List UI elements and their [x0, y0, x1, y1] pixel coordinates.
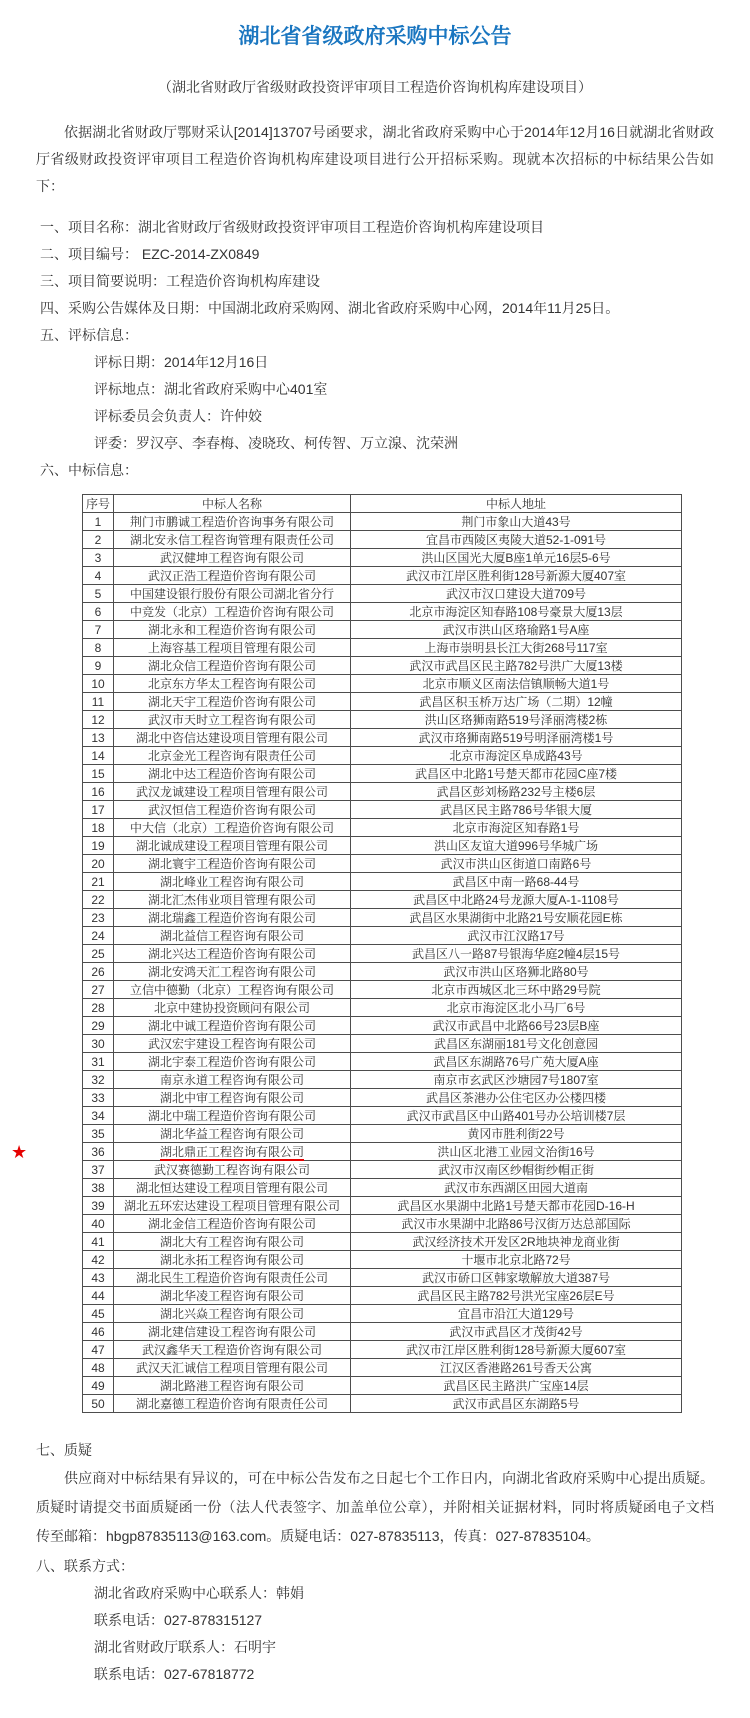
table-row [83, 1305, 682, 1323]
table-row [83, 1143, 682, 1161]
row-number-cell: 39 [83, 1197, 114, 1215]
bidder-address-cell: 武昌区茶港办公住宅区办公楼四楼 [351, 1089, 682, 1107]
table-row [83, 981, 682, 999]
bidder-address-cell: 武昌区中北路1号楚天都市花园C座7楼 [351, 765, 682, 783]
bidder-name-cell: 湖北中达工程造价咨询有限公司 [114, 765, 351, 783]
highlighted-bidder-name: 湖北鼎正工程咨询有限公司 [159, 1144, 304, 1159]
row-number-cell: 23 [83, 909, 114, 927]
table-row [83, 531, 682, 549]
bidder-address-cell: 宜昌市西陵区夷陵大道52-1-091号 [351, 531, 682, 549]
bidder-address-cell: 武汉市武昌区民主路782号洪广大厦13楼 [351, 657, 682, 675]
bidder-name-cell: 湖北兴达工程造价咨询有限公司 [114, 945, 351, 963]
table-row [83, 1287, 682, 1305]
page-title: 湖北省省级政府采购中标公告 [238, 25, 512, 48]
bidder-address-cell: 武汉市武昌区东湖路5号 [351, 1395, 682, 1413]
table-row [83, 675, 682, 693]
bidder-address-cell: 洪山区北港工业园文治街16号 [351, 1143, 682, 1161]
table-row [83, 1179, 682, 1197]
row-number-cell: 50 [83, 1395, 114, 1413]
row-number-cell: 46 [83, 1323, 114, 1341]
bidder-address-cell: 武汉市硚口区韩家墩解放大道387号 [351, 1269, 682, 1287]
row-number-cell: 14 [83, 747, 114, 765]
table-row [83, 945, 682, 963]
bidder-name-cell: 湖北民生工程造价咨询有限责任公司 [114, 1269, 351, 1287]
table-row [83, 729, 682, 747]
bidder-address-cell: 武昌区民主路洪广宝座14层 [351, 1377, 682, 1395]
row-number-cell: 4 [83, 567, 114, 585]
bidder-name-cell: 湖北汇杰伟业项目管理有限公司 [114, 891, 351, 909]
bidder-name-cell: 北京东方华太工程咨询有限公司 [114, 675, 351, 693]
bidder-name-cell: 湖北路港工程咨询有限公司 [114, 1377, 351, 1395]
bidder-address-cell: 武汉经济技术开发区2R地块神龙商业街 [351, 1233, 682, 1251]
table-row [83, 837, 682, 855]
row-number-cell: 6 [83, 603, 114, 621]
bidder-name-cell: 武汉市天时立工程咨询有限公司 [114, 711, 351, 729]
bidder-name-cell: 湖北安鸿天汇工程咨询有限公司 [114, 963, 351, 981]
row-number-cell: 13 [83, 729, 114, 747]
bidder-name-cell: 湖北大有工程咨询有限公司 [114, 1233, 351, 1251]
table-row [83, 603, 682, 621]
table-row [83, 927, 682, 945]
row-number-cell: 34 [83, 1107, 114, 1125]
bidder-name-cell: 湖北峰业工程咨询有限公司 [114, 873, 351, 891]
row-number-cell: 7 [83, 621, 114, 639]
bidder-name-cell: 武汉健坤工程咨询有限公司 [114, 549, 351, 567]
bidder-name-cell: 武汉恒信工程造价咨询有限公司 [114, 801, 351, 819]
bidder-address-cell: 武昌区民主路782号洪光宝座26层E号 [351, 1287, 682, 1305]
table-row [83, 621, 682, 639]
bidder-name-cell: 北京中建协投资顾问有限公司 [114, 999, 351, 1017]
bidder-name-cell: 湖北永拓工程咨询有限公司 [114, 1251, 351, 1269]
table-row [83, 1341, 682, 1359]
bidder-address-cell: 武昌区八一路87号银海华庭2幢4层15号 [351, 945, 682, 963]
bidder-name-cell: 上海容基工程项目管理有限公司 [114, 639, 351, 657]
table-row [83, 585, 682, 603]
bidder-name-cell [114, 1143, 351, 1161]
row-number-cell: 47 [83, 1341, 114, 1359]
bidder-name-cell: 武汉鑫华天工程造价咨询有限公司 [114, 1341, 351, 1359]
bidder-address-cell: 黄冈市胜利街22号 [351, 1125, 682, 1143]
bidder-name-cell: 湖北中诚工程造价咨询有限公司 [114, 1017, 351, 1035]
table-row [83, 765, 682, 783]
bidder-address-cell: 武昌区水果湖中北路1号楚天都市花园D-16-H [351, 1197, 682, 1215]
bidder-name-cell: 湖北建信建设工程咨询有限公司 [114, 1323, 351, 1341]
evaluation-date-line: 评标日期：2014年12月16日 [94, 354, 269, 370]
row-number-cell: 19 [83, 837, 114, 855]
bidder-address-cell: 武昌区民主路786号华银大厦 [351, 801, 682, 819]
row-number-cell: 42 [83, 1251, 114, 1269]
bidder-name-cell: 湖北五环宏达建设工程项目管理有限公司 [114, 1197, 351, 1215]
table-row [83, 693, 682, 711]
bidder-address-cell: 洪山区珞狮南路519号泽丽湾楼2栋 [351, 711, 682, 729]
table-row [83, 549, 682, 567]
header-bidder-name: 中标人名称 [114, 495, 351, 513]
bidder-name-cell: 湖北益信工程咨询有限公司 [114, 927, 351, 945]
bidder-address-cell: 武汉市江汉路17号 [351, 927, 682, 945]
row-number-cell: 18 [83, 819, 114, 837]
bidder-address-cell: 北京市西城区北三环中路29号院 [351, 981, 682, 999]
list-item-project-name: 一、项目名称：湖北省财政厅省级财政投资评审项目工程造价咨询机构库建设项目 [40, 219, 544, 235]
bidder-address-cell: 江汉区香港路261号香天公寓 [351, 1359, 682, 1377]
bidder-name-cell: 湖北众信工程造价咨询有限公司 [114, 657, 351, 675]
bidder-name-cell: 湖北天宇工程造价咨询有限公司 [114, 693, 351, 711]
bidder-address-cell: 武昌区中南一路68-44号 [351, 873, 682, 891]
bidder-address-cell: 上海市崇明县长江大街268号117室 [351, 639, 682, 657]
star-icon: ★ [11, 1141, 28, 1162]
table-row [83, 855, 682, 873]
row-number-cell: 9 [83, 657, 114, 675]
bidder-address-cell: 武汉市武昌区才茂街42号 [351, 1323, 682, 1341]
objection-paragraph: 供应商对中标结果有异议的，可在中标公告发布之日起七个工作日内，向湖北省政府采购中心提出质疑。质疑时请提交书面质疑函一份（法人代表签字、加盖单位公章），并附相关证据材料，同时将质疑函电子文档传至邮箱：hbgp87835113@163.com。质疑电话：027-87835113，传真：027-87835104。 [36, 1470, 714, 1544]
contact-phone-line-1: 联系电话：027-878315127 [94, 1612, 263, 1628]
bidder-address-cell: 武昌区中北路24号龙源大厦A-1-1108号 [351, 891, 682, 909]
bidder-name-cell: 湖北瑞鑫工程造价咨询有限公司 [114, 909, 351, 927]
row-number-cell: 35 [83, 1125, 114, 1143]
table-row [83, 1251, 682, 1269]
table-row [83, 1269, 682, 1287]
bidder-name-cell: 武汉正浩工程造价咨询有限公司 [114, 567, 351, 585]
table-row [83, 1089, 682, 1107]
bidder-name-cell: 荆门市鹏诚工程造价咨询事务有限公司 [114, 513, 351, 531]
table-row [83, 1125, 682, 1143]
row-number-cell: 21 [83, 873, 114, 891]
table-row [83, 819, 682, 837]
bidder-address-cell: 武汉市武昌区中山路401号办公培训楼7层 [351, 1107, 682, 1125]
bidder-name-cell: 中竞发（北京）工程造价咨询有限公司 [114, 603, 351, 621]
row-number-cell: 43 [83, 1269, 114, 1287]
row-number-cell: 2 [83, 531, 114, 549]
row-number-cell: 40 [83, 1215, 114, 1233]
row-number-cell: 22 [83, 891, 114, 909]
bidder-address-cell: 武汉市江岸区胜利街128号新源大厦607室 [351, 1341, 682, 1359]
header-row-number: 序号 [83, 495, 114, 513]
bidder-address-cell: 武昌区东湖丽181号文化创意园 [351, 1035, 682, 1053]
bidder-address-cell: 洪山区国光大厦B座1单元16层5-6号 [351, 549, 682, 567]
bidder-address-cell: 武汉市汉南区纱帽街纱帽正街 [351, 1161, 682, 1179]
bidder-address-cell: 宜昌市沿江大道129号 [351, 1305, 682, 1323]
list-item-evaluation-info: 五、评标信息： [40, 327, 138, 343]
row-number-cell: 27 [83, 981, 114, 999]
intro-paragraph: 依据湖北省财政厅鄂财采认[2014]13707号函要求，湖北省政府采购中心于2014年12月16日就湖北省财政厅省级财政投资评审项目工程造价咨询机构库建设项目进行公开招标采购。现就本次招标的中标结果公告如下： [36, 124, 714, 194]
row-number-cell: 48 [83, 1359, 114, 1377]
bidder-address-cell: 武昌区水果湖街中北路21号安顺花园E栋 [351, 909, 682, 927]
bidder-name-cell: 武汉赛德勤工程咨询有限公司 [114, 1161, 351, 1179]
row-number-cell: 16 [83, 783, 114, 801]
bidder-address-cell: 武汉市洪山区珞狮北路80号 [351, 963, 682, 981]
row-number-cell: 44 [83, 1287, 114, 1305]
bidder-name-cell: 中国建设银行股份有限公司湖北省分行 [114, 585, 351, 603]
table-row [83, 891, 682, 909]
row-number-cell: 30 [83, 1035, 114, 1053]
bidder-name-cell: 湖北中咨信达建设项目管理有限公司 [114, 729, 351, 747]
section-heading-objection: 七、质疑 [36, 1442, 92, 1458]
evaluation-committee-line: 评委：罗汉亭、李春梅、凌晓玫、柯传智、万立湶、沈荣洲 [94, 435, 458, 451]
row-number-cell: 32 [83, 1071, 114, 1089]
section-heading-contact: 八、联系方式： [36, 1558, 134, 1574]
row-number-cell: 20 [83, 855, 114, 873]
evaluation-chief-line: 评标委员会负责人：许仲姣 [94, 408, 262, 424]
list-item-winning-info: 六、中标信息： [40, 462, 138, 478]
bidder-address-cell: 武汉市江岸区胜利街128号新源大厦407室 [351, 567, 682, 585]
contact-person-line-2: 湖北省财政厅联系人：石明宇 [94, 1639, 276, 1655]
bidder-name-cell: 湖北寰宇工程造价咨询有限公司 [114, 855, 351, 873]
row-number-cell: 28 [83, 999, 114, 1017]
table-header-row [83, 495, 682, 513]
table-row [83, 657, 682, 675]
evaluation-place-line: 评标地点：湖北省政府采购中心401室 [94, 381, 328, 397]
table-row [83, 747, 682, 765]
table-row [83, 1323, 682, 1341]
row-number-cell: 12 [83, 711, 114, 729]
table-row [83, 567, 682, 585]
bidder-address-cell: 荆门市象山大道43号 [351, 513, 682, 531]
table-row [83, 1197, 682, 1215]
row-number-cell: 41 [83, 1233, 114, 1251]
page-subtitle: （湖北省财政厅省级财政投资评审项目工程造价咨询机构库建设项目） [158, 79, 592, 95]
bidder-name-cell: 湖北宇泰工程造价咨询有限公司 [114, 1053, 351, 1071]
row-number-cell: 17 [83, 801, 114, 819]
bidder-address-cell: 十堰市北京北路72号 [351, 1251, 682, 1269]
bidder-address-cell: 北京市顺义区南法信镇顺畅大道1号 [351, 675, 682, 693]
contact-person-line-1: 湖北省政府采购中心联系人：韩娟 [94, 1585, 304, 1601]
row-number-cell: 29 [83, 1017, 114, 1035]
row-number-cell: 33 [83, 1089, 114, 1107]
bidder-name-cell: 武汉天汇诚信工程项目管理有限公司 [114, 1359, 351, 1377]
row-number-cell: 36 ★ [83, 1143, 114, 1161]
bidder-name-cell: 湖北安永信工程咨询管理有限责任公司 [114, 531, 351, 549]
table-row [83, 1017, 682, 1035]
row-number-cell: 25 [83, 945, 114, 963]
row-number-cell: 37 [83, 1161, 114, 1179]
bidder-address-cell: 武汉市水果湖中北路86号汉街万达总部国际 [351, 1215, 682, 1233]
bidder-address-cell: 北京市海淀区北小马厂6号 [351, 999, 682, 1017]
table-row [83, 963, 682, 981]
row-number-cell: 15 [83, 765, 114, 783]
row-number-cell: 24 [83, 927, 114, 945]
row-number-cell: 45 [83, 1305, 114, 1323]
bidder-address-cell: 武汉市洪山区珞瑜路1号A座 [351, 621, 682, 639]
bidder-name-cell: 湖北华益工程咨询有限公司 [114, 1125, 351, 1143]
row-number-cell: 8 [83, 639, 114, 657]
table-row [83, 1161, 682, 1179]
table-row [83, 1035, 682, 1053]
bidder-name-cell: 武汉宏宇建设工程咨询有限公司 [114, 1035, 351, 1053]
row-number-cell: 5 [83, 585, 114, 603]
bidder-name-cell: 武汉龙诚建设工程项目管理有限公司 [114, 783, 351, 801]
table-row [83, 873, 682, 891]
bidder-address-cell: 北京市海淀区知春路1号 [351, 819, 682, 837]
bidder-name-cell: 湖北中审工程咨询有限公司 [114, 1089, 351, 1107]
table-row [83, 801, 682, 819]
bidder-name-cell: 湖北永和工程造价咨询有限公司 [114, 621, 351, 639]
bidder-address-cell: 武昌区积玉桥万达广场（二期）12幢 [351, 693, 682, 711]
contact-phone-line-2: 联系电话：027-67818772 [94, 1666, 255, 1682]
list-item-project-description: 三、项目简要说明：工程造价咨询机构库建设 [40, 273, 320, 289]
bidder-address-cell: 北京市海淀区知春路108号豪景大厦13层 [351, 603, 682, 621]
winning-bidders-table-wrap [11, 494, 714, 1413]
bidder-name-cell: 湖北华凌工程咨询有限公司 [114, 1287, 351, 1305]
table-row [83, 1071, 682, 1089]
table-row [83, 999, 682, 1017]
table-row [83, 1107, 682, 1125]
table-row [83, 1215, 682, 1233]
table-row [83, 909, 682, 927]
bidder-address-cell: 武汉市东西湖区田园大道南 [351, 1179, 682, 1197]
bidder-address-cell: 北京市海淀区阜成路43号 [351, 747, 682, 765]
table-row [83, 1053, 682, 1071]
table-row [83, 1233, 682, 1251]
table-row [83, 513, 682, 531]
row-number-cell: 38 [83, 1179, 114, 1197]
table-row [83, 711, 682, 729]
row-number-cell: 11 [83, 693, 114, 711]
bidder-name-cell: 北京金光工程咨询有限责任公司 [114, 747, 351, 765]
bidder-name-cell: 湖北嘉德工程造价咨询有限责任公司 [114, 1395, 351, 1413]
row-number-cell: 1 [83, 513, 114, 531]
table-row [83, 783, 682, 801]
bidder-name-cell: 湖北恒达建设工程项目管理有限公司 [114, 1179, 351, 1197]
row-number-cell: 10 [83, 675, 114, 693]
bidder-address-cell: 武汉市武昌中北路66号23层B座 [351, 1017, 682, 1035]
table-row [83, 1359, 682, 1377]
bidder-address-cell: 洪山区友谊大道996号华城广场 [351, 837, 682, 855]
table-row [83, 1377, 682, 1395]
bidder-address-cell: 武昌区彭刘杨路232号主楼6层 [351, 783, 682, 801]
bidder-address-cell: 武昌区东湖路76号广苑大厦A座 [351, 1053, 682, 1071]
row-number-cell: 31 [83, 1053, 114, 1071]
bidder-name-cell: 立信中德勤（北京）工程咨询有限公司 [114, 981, 351, 999]
bidder-name-cell: 湖北兴焱工程咨询有限公司 [114, 1305, 351, 1323]
bidder-address-cell: 武汉市汉口建设大道709号 [351, 585, 682, 603]
bidder-address-cell: 武汉市洪山区街道口南路6号 [351, 855, 682, 873]
table-row [83, 639, 682, 657]
bidder-address-cell: 南京市玄武区沙塘园7号1807室 [351, 1071, 682, 1089]
bidder-address-cell: 武汉市珞狮南路519号明泽丽湾楼1号 [351, 729, 682, 747]
winning-bidders-table [11, 494, 682, 1413]
list-item-announcement-media: 四、采购公告媒体及日期：中国湖北政府采购网、湖北省政府采购中心网，2014年11月25日。 [40, 300, 620, 316]
row-number-cell: 49 [83, 1377, 114, 1395]
bidder-name-cell: 湖北中瑞工程造价咨询有限公司 [114, 1107, 351, 1125]
bidder-name-cell: 湖北金信工程造价咨询有限公司 [114, 1215, 351, 1233]
list-item-project-number: 二、项目编号： EZC-2014-ZX0849 [40, 246, 260, 262]
row-number-cell: 26 [83, 963, 114, 981]
table-row [83, 1395, 682, 1413]
header-bidder-address: 中标人地址 [351, 495, 682, 513]
row-number-cell: 3 [83, 549, 114, 567]
bidder-name-cell: 湖北诚成建设工程项目管理有限公司 [114, 837, 351, 855]
bidder-name-cell: 南京永道工程咨询有限公司 [114, 1071, 351, 1089]
bidder-name-cell: 中大信（北京）工程造价咨询有限公司 [114, 819, 351, 837]
